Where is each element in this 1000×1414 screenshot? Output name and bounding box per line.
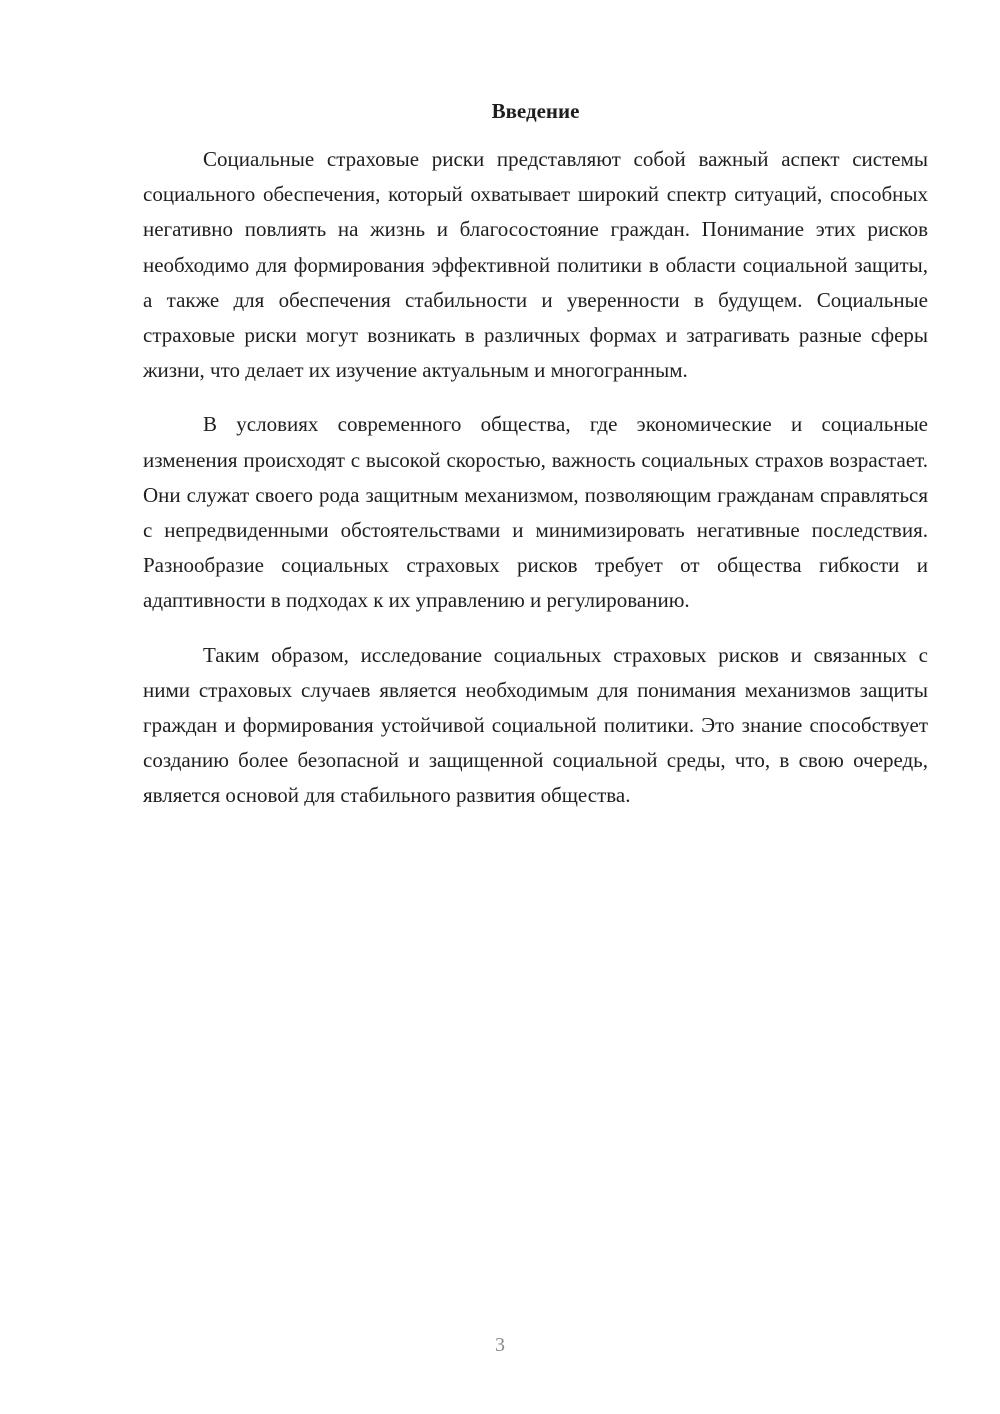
page-number: 3	[495, 1334, 505, 1356]
page-content	[143, 92, 928, 833]
section-heading: Введение	[491, 99, 580, 123]
paragraph-2: В условиях современного общества, где экономические и социальные изменения происходят с высокой скоростью, важность социальных страхов возрастает. Они служат своего рода защитным механизмом, позволяющим гражданам справляться с непредвиденными обстоятельствами и минимизировать негативные последствия. Разнообразие социальных страховых рисков требует от общества гибкости и адаптивности в подходах к их управлению и регулированию.	[143, 412, 928, 613]
paragraph-1: Социальные страховые риски представляют собой важный аспект системы социального обеспечения, который охватывает широкий спектр ситуаций, способных негативно повлиять на жизнь и благосостояние граждан. Понимание этих рисков необходимо для формирования эффективной политики в области социальной защиты, а также для обеспечения стабильности и уверенности в будущем. Социальные страховые риски могут возникать в различных формах и затрагивать разные сферы жизни, что делает их изучение актуальным и многогранным.	[143, 147, 928, 383]
paragraph-3: Таким образом, исследование социальных страховых рисков и связанных с ними страховых случаев является необходимым для понимания механизмов защиты граждан и формирования устойчивой социальной политики. Это знание способствует созданию более безопасной и защищенной социальной среды, что, в свою очередь, является основой для стабильного развития общества.	[143, 642, 928, 808]
